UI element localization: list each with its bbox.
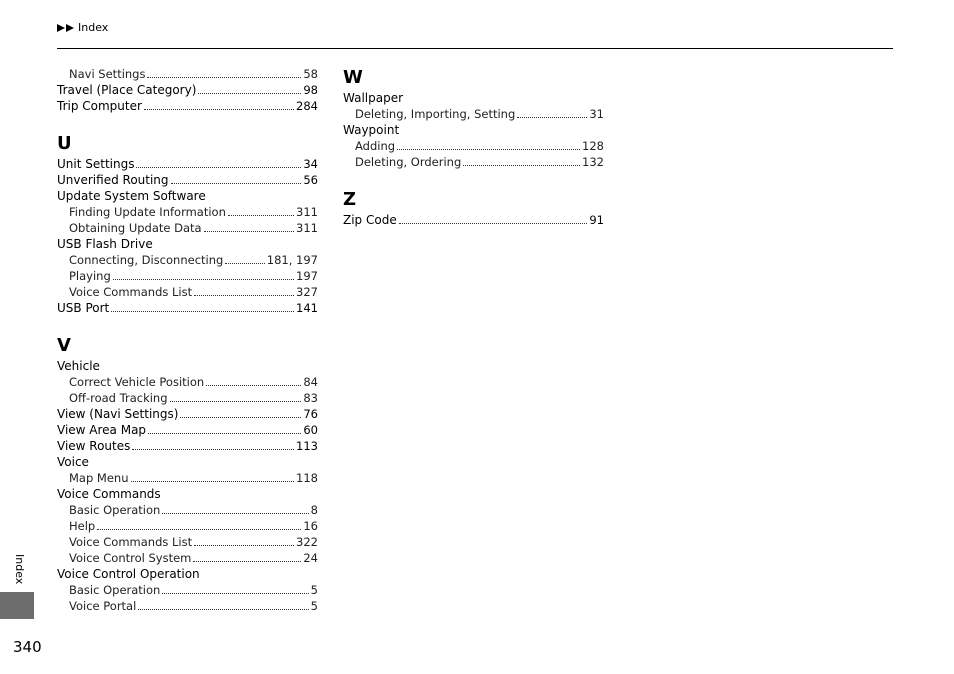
index-entry-text: Deleting, Importing, Setting [355,107,516,121]
dot-leader [397,149,580,150]
dot-leader [204,231,294,232]
index-entry[interactable] [57,82,318,98]
section-letter-z: Z [343,189,357,210]
index-entry-page[interactable]: 56 [303,173,318,187]
index-entry[interactable] [57,268,318,284]
index-group-v [57,358,318,614]
dot-leader [180,417,301,418]
dot-leader [463,165,580,166]
breadcrumb-label[interactable]: Index [78,21,109,34]
index-entry[interactable] [57,550,318,566]
index-entry[interactable] [57,374,318,390]
index-entry-page[interactable]: 181, 197 [266,253,318,267]
index-entry-text: Voice Portal [69,599,137,613]
index-entry[interactable] [57,66,318,82]
index-entry-page[interactable]: 34 [303,157,318,171]
index-group-u [57,156,318,316]
triangle-right-icon [57,24,65,32]
index-entry-page[interactable]: 5 [310,583,318,597]
index-entry[interactable] [57,358,318,374]
index-entry[interactable] [343,212,604,228]
index-entry[interactable] [57,156,318,172]
index-entry-page[interactable]: 83 [303,391,318,405]
index-entry[interactable] [57,422,318,438]
index-entry-page[interactable]: 284 [296,99,318,113]
index-entry[interactable] [57,470,318,486]
index-entry[interactable] [343,122,604,138]
index-entry-text: View Area Map [57,423,147,437]
index-entry[interactable] [57,406,318,422]
dot-leader [171,183,302,184]
index-entry-page[interactable]: 311 [296,221,318,235]
index-entry[interactable] [57,582,318,598]
dot-leader [228,215,294,216]
index-entry-text: Waypoint [343,123,400,137]
index-entry[interactable] [57,188,318,204]
index-entry-text: Travel (Place Category) [57,83,197,97]
index-entry-page[interactable]: 16 [303,519,318,533]
side-tab[interactable] [0,592,34,619]
index-entry-text: Finding Update Information [69,205,226,219]
index-entry-text: Basic Operation [69,503,161,517]
index-group-w [343,90,604,170]
dot-leader [132,449,294,450]
index-entry-text: USB Port [57,301,110,315]
dot-leader [162,513,308,514]
index-entry-text: Vehicle [57,359,100,373]
index-column-right [343,66,604,228]
dot-leader [147,77,301,78]
index-entry-page[interactable]: 113 [296,439,318,453]
index-entry-page[interactable]: 322 [296,535,318,549]
index-entry-text: Voice Commands List [69,285,193,299]
index-entry-text: Voice Control System [69,551,192,565]
index-entry[interactable] [57,220,318,236]
breadcrumb [57,21,108,34]
index-entry[interactable] [57,486,318,502]
dot-leader [148,433,301,434]
dot-leader [225,263,264,264]
index-entry-page[interactable]: 197 [296,269,318,283]
dot-leader [517,117,587,118]
dot-leader [144,109,294,110]
index-entry-page[interactable]: 8 [310,503,318,517]
header-rule [57,48,893,49]
index-entry-page[interactable]: 132 [582,155,604,169]
index-entry-text: Adding [355,139,396,153]
index-entry-page[interactable]: 60 [303,423,318,437]
index-entry-page[interactable]: 128 [582,139,604,153]
index-entry-text: View Routes [57,439,131,453]
index-entry-page[interactable]: 5 [310,599,318,613]
index-entry[interactable] [57,438,318,454]
index-entry[interactable] [57,204,318,220]
section-letter-u: U [57,133,72,154]
index-entry-text: Navi Settings [69,67,146,81]
index-entry[interactable] [57,98,318,114]
dot-leader [170,401,302,402]
index-entry[interactable] [343,90,604,106]
dot-leader [136,167,301,168]
dot-leader [131,481,295,482]
index-entry-text: Map Menu [69,471,129,485]
index-entry[interactable] [57,534,318,550]
index-entry-page[interactable]: 311 [296,205,318,219]
index-group-z [343,212,604,228]
index-entry-text: Voice Commands [57,487,161,501]
dot-leader [206,385,301,386]
dot-leader [399,223,588,224]
index-entry-text: Connecting, Disconnecting [69,253,224,267]
index-entry-text: Unverified Routing [57,173,169,187]
index-entry-page[interactable]: 58 [303,67,318,81]
section-letter-v: V [57,335,71,356]
index-column-left [57,66,318,614]
triangle-right-icon [66,24,74,32]
dot-leader [111,311,294,312]
index-entry[interactable] [57,598,318,614]
index-entry[interactable] [57,502,318,518]
dot-leader [113,279,294,280]
index-entry[interactable] [57,284,318,300]
index-entry-text: Wallpaper [343,91,404,105]
index-entry-text: USB Flash Drive [57,237,153,251]
index-entry-text: Zip Code [343,213,397,227]
page-number: 340 [13,638,42,656]
index-entry[interactable] [57,390,318,406]
index-entry[interactable] [57,454,318,470]
index-entry-page[interactable]: 24 [303,551,318,565]
index-entry-text: Voice [57,455,89,469]
index-entry[interactable] [57,236,318,252]
dot-leader [97,529,301,530]
dot-leader [193,561,301,562]
index-entry[interactable] [343,154,604,170]
index-group-top [57,66,318,114]
index-entry[interactable] [57,252,318,268]
index-entry-text: Obtaining Update Data [69,221,202,235]
index-entry-page[interactable]: 98 [303,83,318,97]
index-entry-text: Playing [69,269,111,283]
index-entry-page[interactable]: 91 [589,213,604,227]
index-entry-page[interactable]: 84 [303,375,318,389]
dot-leader [162,593,308,594]
index-entry-page[interactable]: 327 [296,285,318,299]
index-entry[interactable] [57,518,318,534]
index-entry-text: Deleting, Ordering [355,155,462,169]
dot-leader [138,609,308,610]
side-tab-label: Index [13,554,26,585]
index-entry-text: Trip Computer [57,99,142,113]
index-entry[interactable] [57,172,318,188]
index-entry-text: Unit Settings [57,157,135,171]
index-entry-text: Basic Operation [69,583,161,597]
index-entry-text: Correct Vehicle Position [69,375,205,389]
index-entry-text: Voice Control Operation [57,567,200,581]
index-entry-page[interactable]: 118 [296,471,318,485]
index-entry[interactable] [343,138,604,154]
section-letter-w: W [343,67,363,88]
index-entry-text: Help [69,519,96,533]
index-entry-text: View (Navi Settings) [57,407,179,421]
index-entry-page[interactable]: 141 [296,301,318,315]
index-entry[interactable] [57,566,318,582]
index-entry-page[interactable]: 76 [303,407,318,421]
index-entry-page[interactable]: 31 [589,107,604,121]
index-entry-text: Off-road Tracking [69,391,168,405]
dot-leader [198,93,301,94]
index-entry-text: Update System Software [57,189,206,203]
index-entry-text: Voice Commands List [69,535,193,549]
index-entry[interactable] [57,300,318,316]
dot-leader [194,295,294,296]
index-entry[interactable] [343,106,604,122]
dot-leader [194,545,294,546]
